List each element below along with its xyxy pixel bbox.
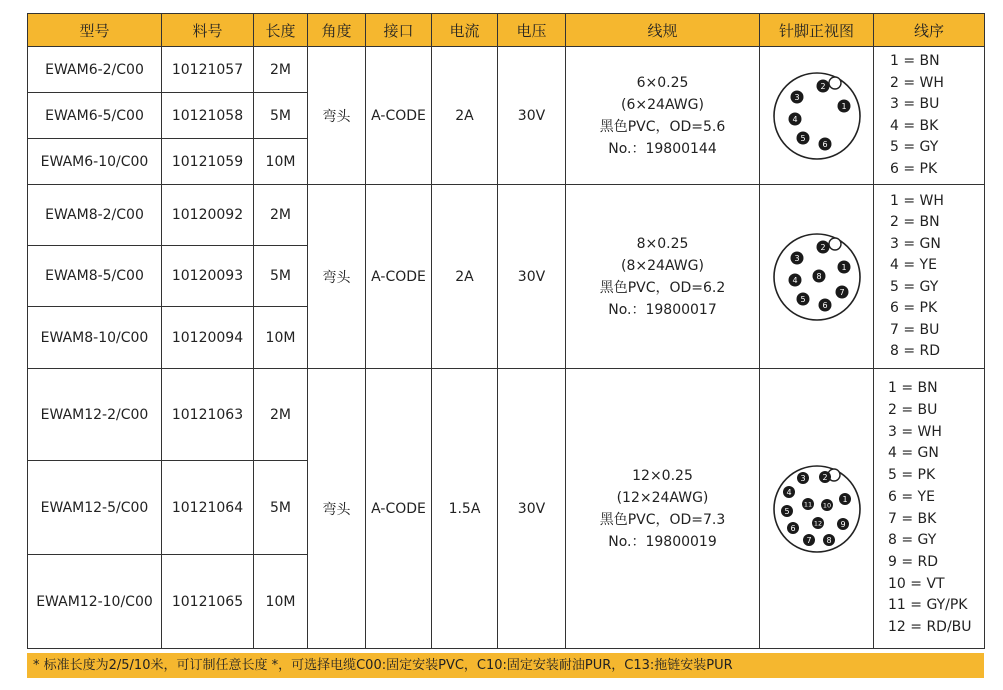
wiring-item: 6 = PK [890, 300, 938, 316]
header-pin-view: 针脚正视图 [760, 14, 874, 47]
length-cell: 5M [254, 93, 308, 139]
cable-line: 黑色PVC，OD=5.6 [599, 118, 726, 135]
pin-6-label: 6 [821, 300, 828, 310]
wiring-item: 2 = BN [890, 214, 940, 230]
header-wiring: 线序 [874, 14, 985, 47]
current-cell: 2A [432, 47, 498, 185]
pin-8-label: 8 [815, 271, 822, 281]
model-cell: EWAM8-5/C00 [28, 246, 162, 307]
header-cable-spec: 线规 [566, 14, 760, 47]
pin-6-label: 6 [789, 523, 796, 533]
model-cell: EWAM6-5/C00 [28, 93, 162, 139]
wiring-item: 8 = GY [888, 532, 937, 549]
wiring-item: 9 = RD [888, 553, 939, 570]
pin-10-label: 10 [822, 501, 831, 510]
cable-line: No.：19800017 [608, 301, 717, 318]
pin-9-label: 9 [839, 519, 846, 529]
wiring-item: 3 = BU [890, 96, 940, 112]
pin-1-label: 1 [840, 101, 847, 111]
connector-cell: A-CODE [366, 185, 432, 369]
wiring-item: 6 = PK [890, 160, 938, 177]
cable-line: (12×24AWG) [616, 489, 709, 506]
wiring-item: 11 = GY/PK [888, 597, 968, 614]
model-cell: EWAM12-2/C00 [28, 369, 162, 461]
wiring-item: 12 = RD/BU [888, 619, 972, 636]
part-cell: 10121065 [162, 555, 254, 649]
length-cell: 10M [254, 139, 308, 185]
model-cell: EWAM12-10/C00 [28, 555, 162, 649]
voltage-cell: 30V [498, 369, 566, 649]
wiring-item: 7 = BU [890, 321, 940, 338]
length-cell: 10M [254, 307, 308, 369]
pin-3-label: 3 [799, 473, 806, 483]
connector-cell: A-CODE [366, 47, 432, 185]
model-cell: EWAM6-10/C00 [28, 139, 162, 185]
length-cell: 2M [254, 47, 308, 93]
length-cell: 5M [254, 461, 308, 555]
pin-7-label: 7 [805, 535, 812, 545]
wiring-item: 1 = WH [890, 192, 944, 209]
connector-8pin-diagram [767, 227, 867, 327]
wiring-cell [874, 369, 985, 649]
pin-11-label: 11 [803, 500, 812, 509]
part-cell: 10120093 [162, 246, 254, 307]
cable-line: 8×0.25 [636, 235, 689, 252]
header-angle: 角度 [308, 14, 366, 47]
header-connector: 接口 [366, 14, 432, 47]
header-current: 电流 [432, 14, 498, 47]
wiring-item: 4 = BK [890, 117, 939, 134]
length-cell: 2M [254, 185, 308, 246]
model-cell: EWAM8-10/C00 [28, 307, 162, 369]
table-row [28, 369, 985, 461]
pin-2-label: 2 [821, 472, 828, 482]
header-voltage: 电压 [498, 14, 566, 47]
wiring-item: 4 = GN [888, 445, 939, 462]
header-row [28, 14, 985, 47]
angle-cell: 弯头 [308, 185, 366, 369]
cable-line: (6×24AWG) [621, 96, 704, 113]
voltage-cell: 30V [498, 185, 566, 369]
wiring-item: 5 = GY [890, 278, 939, 295]
spec-table [27, 13, 985, 649]
footnote-bar: * 标准长度为2/5/10米，可订制任意长度 *，可选择电缆C00:固定安装PVC，C10:固定安装耐油PUR，C13:拖链安装PUR [27, 653, 984, 678]
wiring-item: 8 = RD [890, 343, 941, 359]
keying-notch [829, 77, 841, 89]
part-cell: 10121059 [162, 139, 254, 185]
connector-12pin-diagram [767, 459, 867, 559]
cable-spec-cell [566, 47, 760, 185]
keying-notch [829, 238, 841, 250]
wiring-item: 5 = PK [888, 467, 936, 484]
length-cell: 5M [254, 246, 308, 307]
cable-line: 黑色PVC，OD=7.3 [599, 511, 726, 528]
wiring-item: 10 = VT [888, 575, 945, 592]
part-cell: 10121057 [162, 47, 254, 93]
cable-spec-cell [566, 369, 760, 649]
voltage-cell: 30V [498, 47, 566, 185]
pin-3-label: 3 [793, 253, 800, 263]
cable-line: No.：19800019 [608, 533, 717, 550]
wiring-cell [874, 185, 985, 369]
cable-line: 黑色PVC，OD=6.2 [599, 279, 726, 296]
wiring-item: 7 = BK [888, 510, 937, 527]
table-row [28, 47, 985, 93]
part-cell: 10121063 [162, 369, 254, 461]
pin-4-label: 4 [785, 487, 792, 497]
wiring-item: 4 = YE [890, 257, 937, 273]
table-row [28, 185, 985, 246]
pin-6-label: 6 [821, 139, 828, 149]
model-cell: EWAM8-2/C00 [28, 185, 162, 246]
cable-line: No.：19800144 [608, 140, 717, 157]
cable-line: (8×24AWG) [621, 257, 704, 274]
part-cell: 10120092 [162, 185, 254, 246]
pin-3-label: 3 [793, 92, 800, 102]
pin-12-label: 12 [813, 519, 822, 528]
wiring-item: 5 = GY [890, 139, 939, 155]
current-cell: 1.5A [432, 369, 498, 649]
model-cell: EWAM12-5/C00 [28, 461, 162, 555]
pin-1-label: 1 [841, 494, 848, 504]
wiring-item: 1 = BN [890, 53, 940, 69]
connector-6pin-diagram [767, 66, 867, 166]
connector-cell: A-CODE [366, 369, 432, 649]
pin-7-label: 7 [838, 287, 845, 297]
part-cell: 10121064 [162, 461, 254, 555]
pin-view-cell [760, 47, 874, 185]
model-cell: EWAM6-2/C00 [28, 47, 162, 93]
angle-cell: 弯头 [308, 47, 366, 185]
pin-view-cell [760, 369, 874, 649]
pin-2-label: 2 [819, 81, 826, 91]
pin-8-label: 8 [825, 535, 832, 545]
cable-spec-cell [566, 185, 760, 369]
wiring-item: 2 = BU [888, 401, 938, 418]
pin-4-label: 4 [791, 114, 798, 124]
header-part-number: 料号 [162, 14, 254, 47]
pin-view-cell [760, 185, 874, 369]
wiring-item: 3 = GN [890, 235, 941, 252]
header-model: 型号 [28, 14, 162, 47]
part-cell: 10121058 [162, 93, 254, 139]
current-cell: 2A [432, 185, 498, 369]
pin-1-label: 1 [840, 262, 847, 272]
wiring-item: 1 = BN [888, 380, 938, 397]
wiring-item: 2 = WH [890, 74, 944, 91]
pin-5-label: 5 [783, 506, 790, 516]
pin-5-label: 5 [799, 294, 806, 304]
header-length: 长度 [254, 14, 308, 47]
pin-5-label: 5 [799, 133, 806, 143]
wiring-item: 6 = YE [888, 488, 935, 505]
part-cell: 10120094 [162, 307, 254, 369]
pin-2-label: 2 [819, 242, 826, 252]
length-cell: 2M [254, 369, 308, 461]
cable-line: 6×0.25 [636, 74, 689, 91]
angle-cell: 弯头 [308, 369, 366, 649]
length-cell: 10M [254, 555, 308, 649]
wiring-cell [874, 47, 985, 185]
pin-4-label: 4 [791, 275, 798, 285]
cable-line: 12×0.25 [632, 467, 693, 484]
wiring-item: 3 = WH [888, 423, 942, 440]
